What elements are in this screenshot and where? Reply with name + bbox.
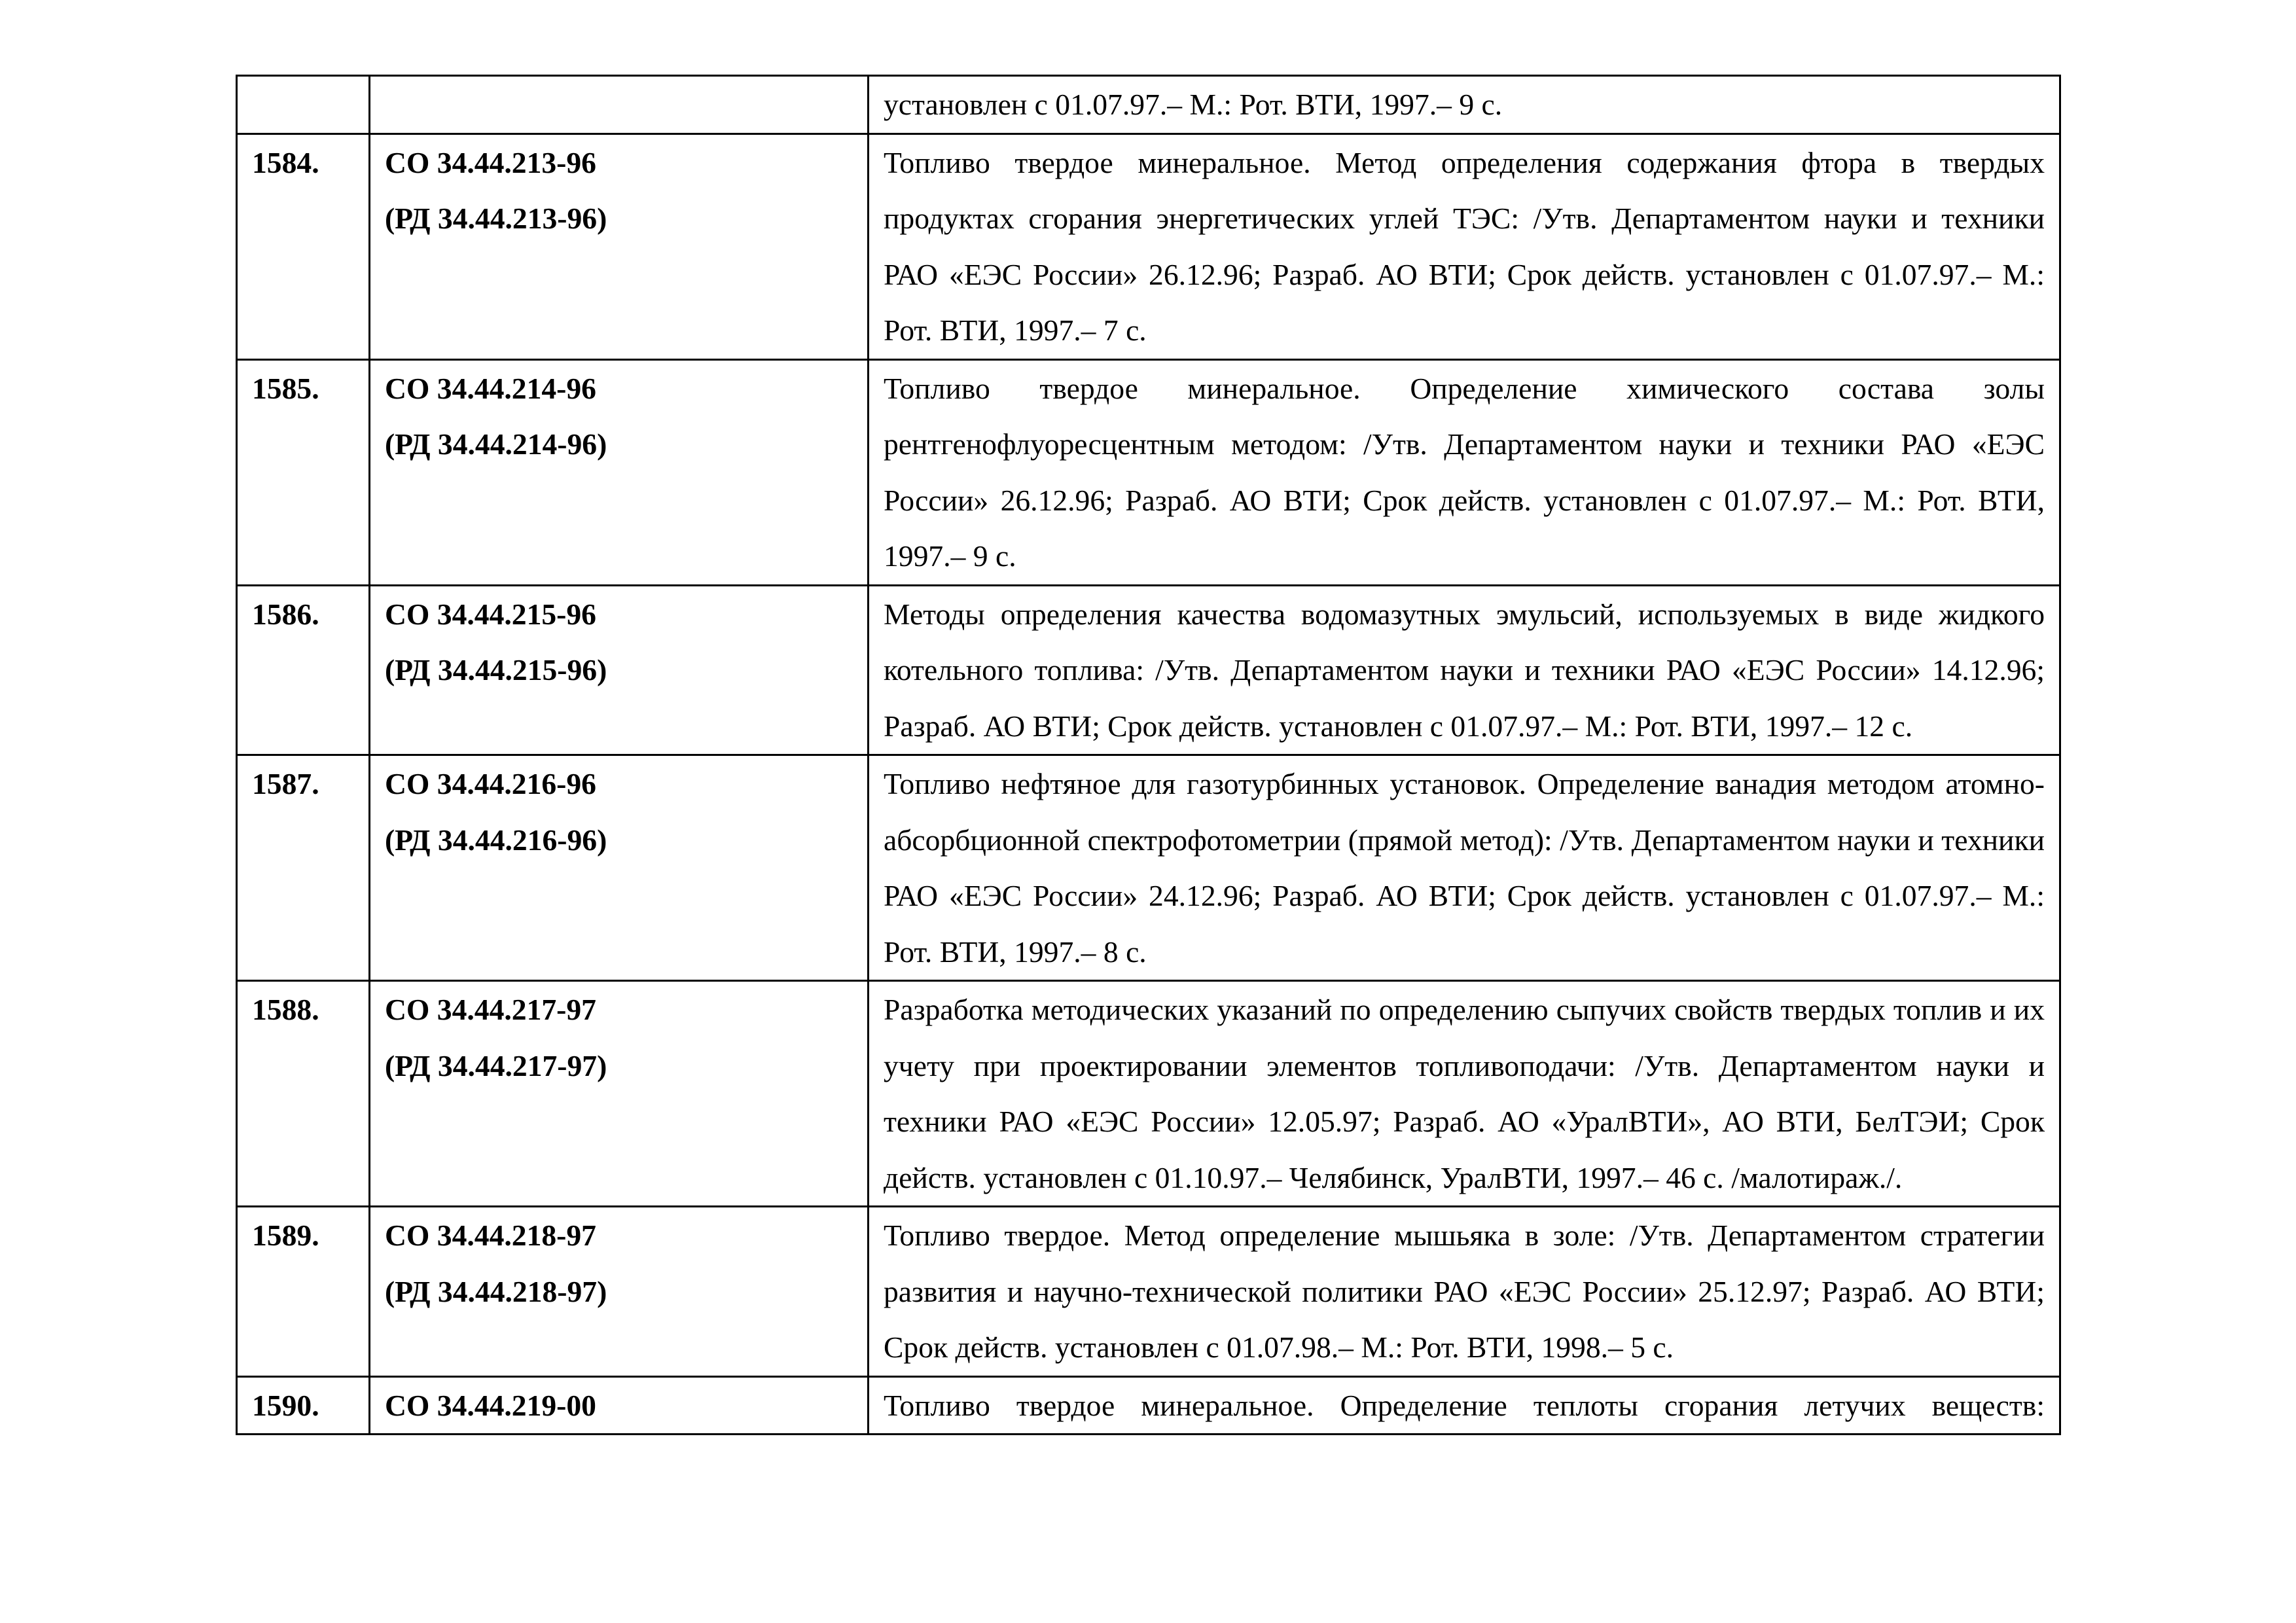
entry-number: 1586. bbox=[237, 585, 370, 755]
entry-description: Методы определения качества водомазутных эмульсий, используемых в виде жидкого котельного топлива: /Утв. Департаментом науки и техники РАО «ЕЭС России» 14.12.96; Разраб. АО ВТИ; Срок действ. установлен с 01.07.97.– М.: Рот. ВТИ, 1997.– 12 с. bbox=[869, 585, 2060, 755]
entry-code-primary: СО 34.44.215-96 bbox=[385, 597, 596, 631]
entry-code bbox=[370, 1376, 869, 1435]
entry-code bbox=[370, 134, 869, 359]
entry-description: установлен с 01.07.97.– М.: Рот. ВТИ, 1997.– 9 с. bbox=[869, 76, 2060, 134]
document-page bbox=[236, 75, 2059, 1435]
entry-code bbox=[370, 981, 869, 1207]
entry-code-secondary: (РД 34.44.216-96) bbox=[385, 823, 607, 857]
entry-number: 1589. bbox=[237, 1207, 370, 1377]
entry-description: Разработка методических указаний по определению сыпучих свойств твердых топлив и их учету при проектировании элементов топливоподачи: /Утв. Департаментом науки и техники РАО «ЕЭС России» 12.05.97; Разраб. АО «УралВТИ», АО ВТИ, БелТЭИ; Срок действ. установлен с 01.10.97.– Челябинск, УралВТИ, 1997.– 46 с. /малотираж./. bbox=[869, 981, 2060, 1207]
table-row bbox=[237, 76, 2060, 134]
entry-number: 1588. bbox=[237, 981, 370, 1207]
table-row bbox=[237, 981, 2060, 1207]
entry-code-primary: СО 34.44.218-97 bbox=[385, 1219, 596, 1252]
table-row bbox=[237, 134, 2060, 359]
entry-number: 1590. bbox=[237, 1376, 370, 1435]
entry-code-secondary: (РД 34.44.213-96) bbox=[385, 202, 607, 235]
entry-code bbox=[370, 585, 869, 755]
entry-description: Топливо твердое минеральное. Определение теплоты сгорания летучих веществ: bbox=[869, 1376, 2060, 1435]
entry-description: Топливо твердое минеральное. Метод определения содержания фтора в твердых продуктах сгорания энергетических углей ТЭС: /Утв. Департаментом науки и техники РАО «ЕЭС России» 26.12.96; Разраб. АО ВТИ; Срок действ. установлен с 01.07.97.– М.: Рот. ВТИ, 1997.– 7 с. bbox=[869, 134, 2060, 359]
table-row bbox=[237, 1376, 2060, 1435]
entry-code-secondary: (РД 34.44.218-97) bbox=[385, 1274, 607, 1308]
entry-number: 1585. bbox=[237, 359, 370, 585]
entry-code-secondary: (РД 34.44.215-96) bbox=[385, 653, 607, 687]
entry-code-primary: СО 34.44.216-96 bbox=[385, 767, 596, 800]
entry-code bbox=[370, 755, 869, 981]
entry-code bbox=[370, 1207, 869, 1377]
table-row bbox=[237, 1207, 2060, 1377]
entry-description: Топливо нефтяное для газотурбинных установок. Определение ванадия методом атомно-абсорбционной спектрофотометрии (прямой метод): /Утв. Департаментом науки и техники РАО «ЕЭС России» 24.12.96; Разраб. АО ВТИ; Срок действ. установлен с 01.07.97.– М.: Рот. ВТИ, 1997.– 8 с. bbox=[869, 755, 2060, 981]
entry-description: Топливо твердое минеральное. Определение химического состава золы рентгенофлуоресцентным методом: /Утв. Департаментом науки и техники РАО «ЕЭС России» 26.12.96; Разраб. АО ВТИ; Срок действ. установлен с 01.07.97.– М.: Рот. ВТИ, 1997.– 9 с. bbox=[869, 359, 2060, 585]
entry-code-primary: СО 34.44.217-97 bbox=[385, 993, 596, 1026]
entry-number: 1584. bbox=[237, 134, 370, 359]
standards-registry-table bbox=[236, 75, 2061, 1435]
entry-code bbox=[370, 359, 869, 585]
entry-number bbox=[237, 76, 370, 134]
table-row bbox=[237, 755, 2060, 981]
table-row bbox=[237, 359, 2060, 585]
entry-code-primary: СО 34.44.213-96 bbox=[385, 145, 596, 179]
entry-code-primary: СО 34.44.214-96 bbox=[385, 371, 596, 405]
table-row bbox=[237, 585, 2060, 755]
entry-code bbox=[370, 76, 869, 134]
entry-number: 1587. bbox=[237, 755, 370, 981]
entry-code-secondary: (РД 34.44.217-97) bbox=[385, 1048, 607, 1082]
entry-code-primary: СО 34.44.219-00 bbox=[385, 1388, 596, 1422]
entry-description: Топливо твердое. Метод определение мышьяка в золе: /Утв. Департаментом стратегии развития и научно-технической политики РАО «ЕЭС России» 25.12.97; Разраб. АО ВТИ; Срок действ. установлен с 01.07.98.– М.: Рот. ВТИ, 1998.– 5 с. bbox=[869, 1207, 2060, 1377]
entry-code-secondary: (РД 34.44.214-96) bbox=[385, 427, 607, 461]
